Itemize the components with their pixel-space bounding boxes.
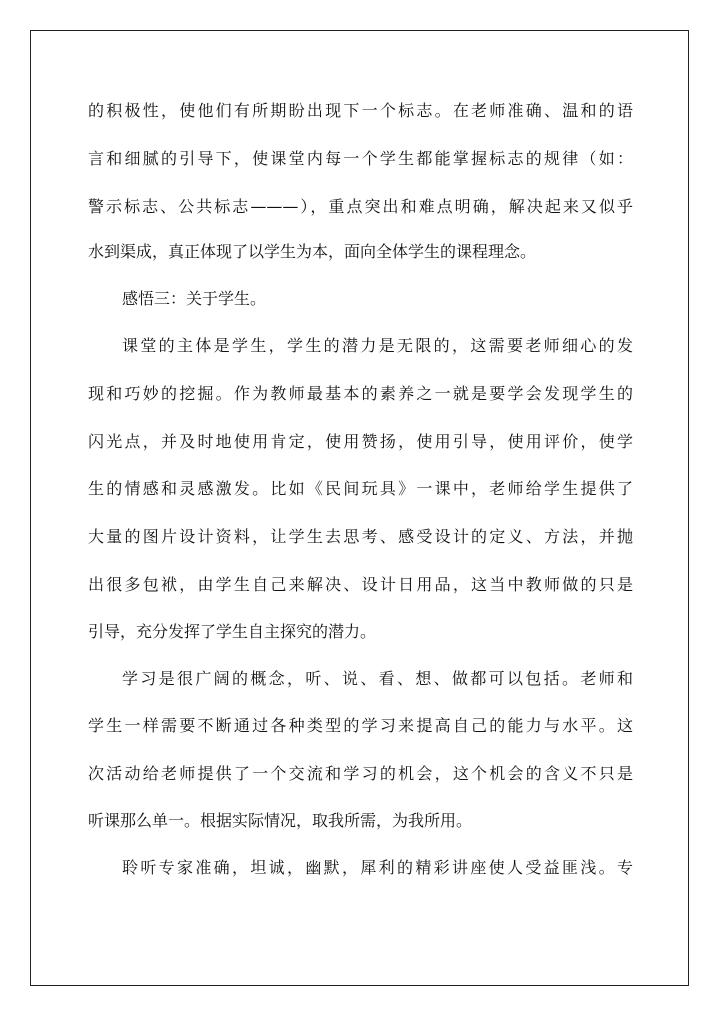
- paragraph-line: 大量的图片设计资料，让学生去思考、感受设计的定义、方法，并抛: [88, 527, 633, 546]
- section-heading: 感悟三：关于学生。: [122, 289, 267, 308]
- paragraph-line: 次活动给老师提供了一个交流和学习的机会，这个机会的含义不只是: [88, 764, 633, 783]
- paragraph-line: 闪光点，并及时地使用肯定，使用赞扬，使用引导，使用评价，使学: [88, 432, 633, 451]
- paragraph-line: 学习是很广阔的概念，听、说、看、想、做都可以包括。老师和: [122, 669, 633, 688]
- paragraph-line: 生的情感和灵感激发。比如《民间玩具》一课中，老师给学生提供了: [88, 479, 633, 498]
- paragraph-line: 的积极性，使他们有所期盼出现下一个标志。在老师准确、温和的语: [88, 101, 633, 120]
- paragraph-line: 听课那么单一。根据实际情况，取我所需，为我所用。: [88, 811, 473, 830]
- paragraph-line: 现和巧妙的挖掘。作为教师最基本的素养之一就是要学会发现学生的: [88, 384, 633, 403]
- paragraph-line: 学生一样需要不断通过各种类型的学习来提高自己的能力与水平。这: [88, 716, 633, 735]
- paragraph-line: 言和细腻的引导下，使课堂内每一个学生都能掌握标志的规律（如：: [88, 149, 633, 168]
- paragraph-line: 警示标志、公共标志———），重点突出和难点明确，解决起来又似乎: [88, 197, 633, 216]
- page-border: [30, 30, 689, 986]
- paragraph-line: 聆听专家准确，坦诚，幽默，犀利的精彩讲座使人受益匪浅。专: [122, 858, 633, 877]
- paragraph-line: 课堂的主体是学生，学生的潜力是无限的，这需要老师细心的发: [122, 336, 633, 355]
- paragraph-line: 引导，充分发挥了学生自主探究的潜力。: [88, 622, 377, 641]
- paragraph-line: 水到渠成，真正体现了以学生为本，面向全体学生的课程理念。: [88, 242, 537, 261]
- paragraph-line: 出很多包袱，由学生自己来解决、设计日用品，这当中教师做的只是: [88, 575, 633, 594]
